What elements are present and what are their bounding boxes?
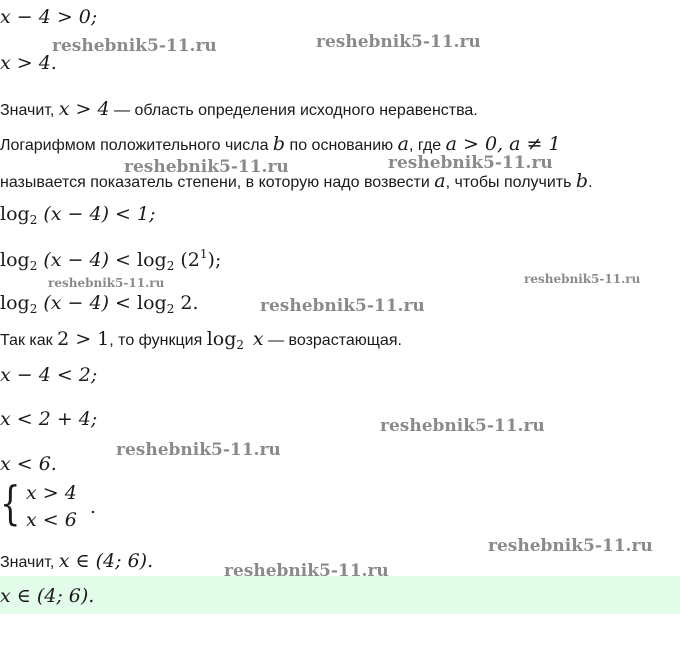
watermark: reshebnik5-11.ru [488, 536, 653, 556]
system-line-1: x > 4 [26, 482, 77, 504]
definition-line-2: называется показатель степени, в которую надо возвести a, чтобы получить b. [0, 170, 593, 192]
answer-text: x ∈ (4; 6). [0, 585, 95, 607]
system-line-2: x < 6 [26, 509, 77, 531]
watermark: reshebnik5-11.ru [388, 153, 553, 173]
watermark: reshebnik5-11.ru [48, 276, 165, 290]
step-inequality-2: x > 4. [0, 52, 57, 74]
watermark: reshebnik5-11.ru [52, 36, 217, 56]
watermark: reshebnik5-11.ru [316, 32, 481, 52]
step-inequality-1: x − 4 > 0; [0, 6, 98, 28]
watermark: reshebnik5-11.ru [524, 272, 641, 286]
system-brace: { [0, 476, 21, 530]
answer-highlight [0, 576, 680, 614]
step-conclusion: Значит, x ∈ (4; 6). [0, 550, 154, 572]
system-period: . [90, 496, 97, 518]
watermark: reshebnik5-11.ru [224, 561, 389, 581]
step-inequality-4: x < 2 + 4; [0, 408, 98, 430]
definition-line-1: Логарифмом положительного числа b по основанию a, где a > 0, a ≠ 1 [0, 133, 561, 155]
step-log-1: $\log_2 (x - 4) < 1$; [0, 203, 156, 227]
watermark: reshebnik5-11.ru [116, 440, 281, 460]
step-log-2: $\log_2 (x - 4) < \log_2 (2^1)$; [0, 247, 222, 273]
step-monotonic: Так как 2 > 1, то функция $\log_2 x$ — возрастающая. [0, 328, 402, 352]
watermark: reshebnik5-11.ru [260, 296, 425, 316]
step-log-3: $\log_2 (x - 4) < \log_2 2$. [0, 292, 199, 316]
step-domain-conclusion: Значит, x > 4 — область определения исходного неравенства. [0, 98, 478, 120]
watermark: reshebnik5-11.ru [380, 416, 545, 436]
step-inequality-5: x < 6. [0, 453, 57, 475]
watermark: reshebnik5-11.ru [124, 157, 289, 177]
step-inequality-3: x − 4 < 2; [0, 364, 98, 386]
